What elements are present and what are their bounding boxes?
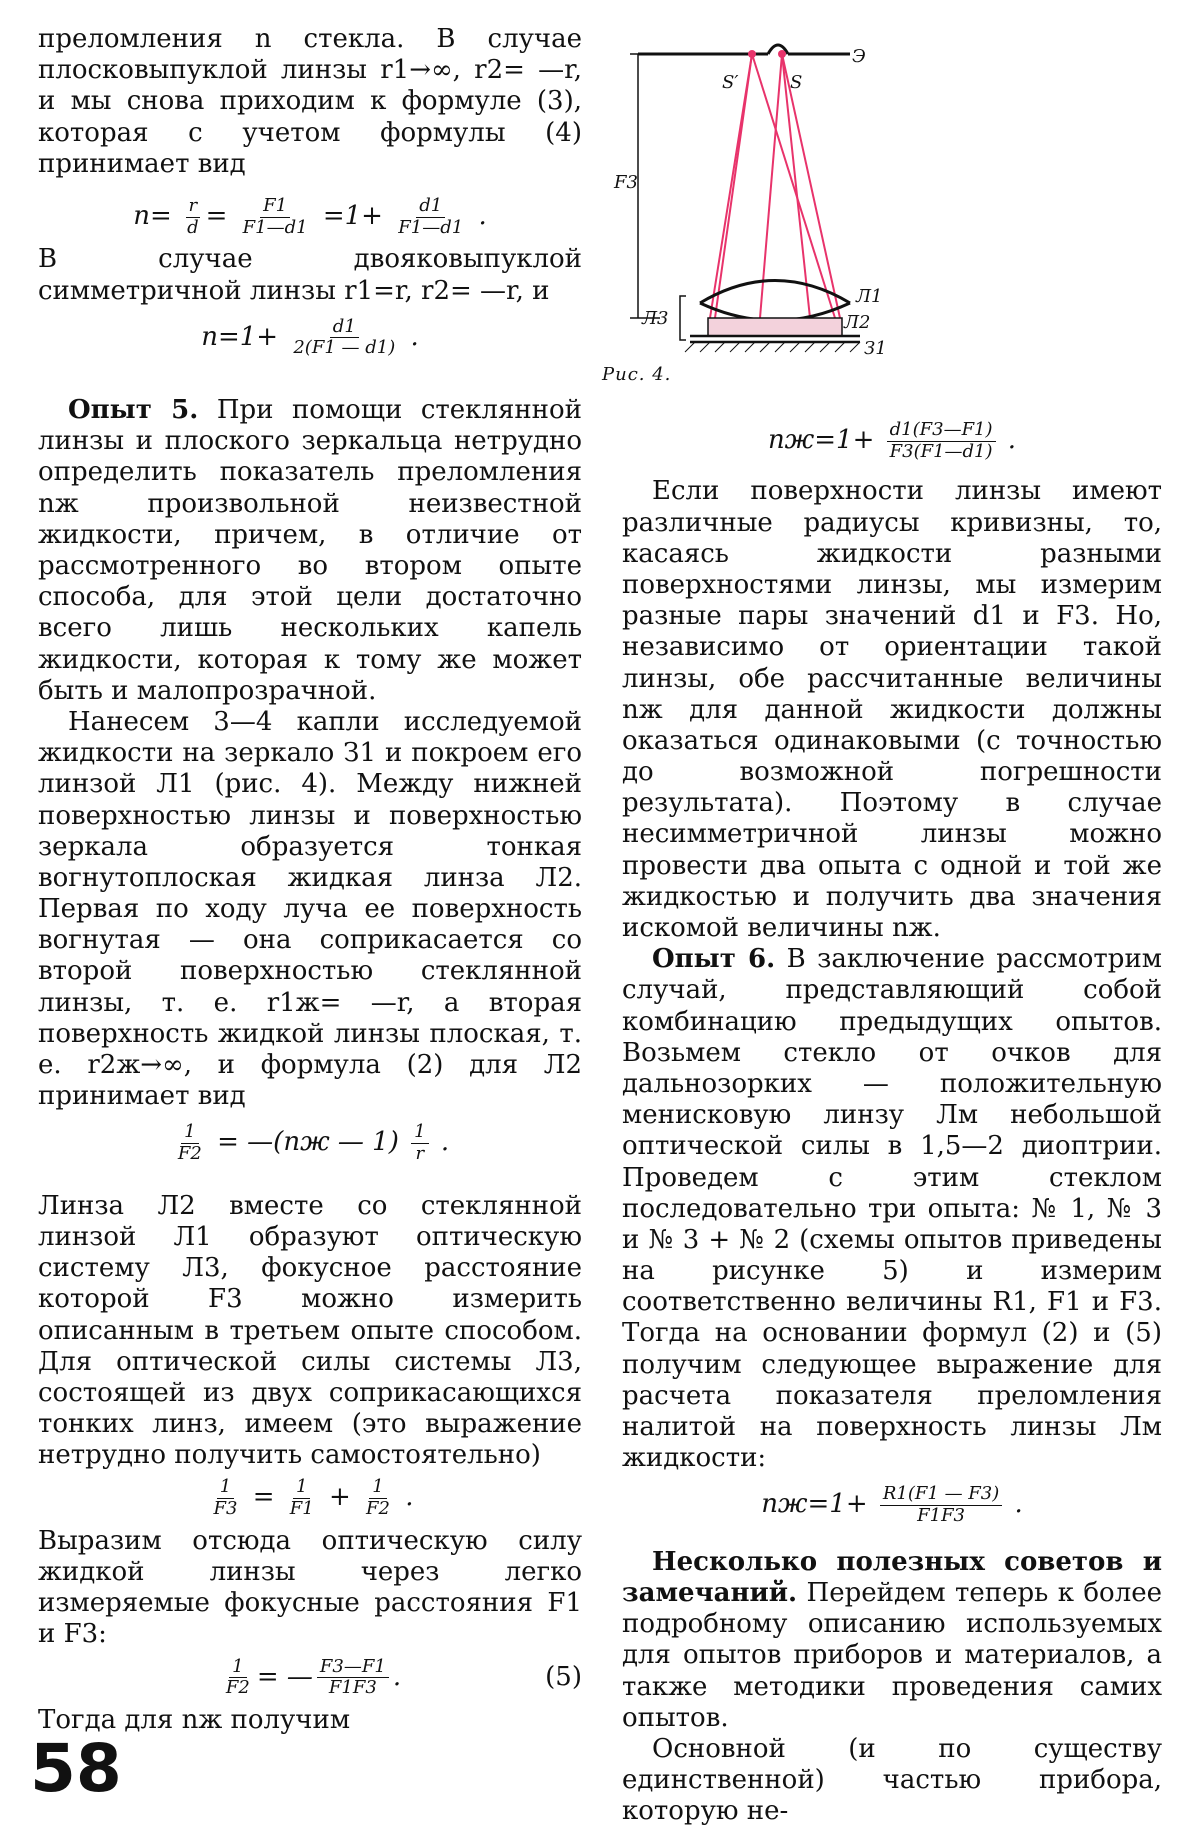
formula-5: $\frac{1}{F2}$ = — $\frac{F3—F1}{F1F3}$ . (5) — [225, 1655, 582, 1699]
page-number: 58 — [30, 1730, 122, 1807]
paragraph-optical-system: Линза Л2 вместе со стеклянной линзой Л1 образуют оптическую систему Л3, фокусное расстояние которой F3 можно измерить описанным в третьем опыте способом. Для оптической силы системы Л3, состоящей из двух соприкасающихся тонких линз, имеем (это выражение нетрудно получить самостоятельно) — [38, 1190, 582, 1471]
mirror-hatching — [685, 342, 860, 352]
formula-n-liquid: nж=1+ $\frac{d1(F3—F1)}{F3(F1—d1)}$ . — [767, 419, 1017, 462]
paragraph-then: Тогда для nж получим — [38, 1704, 351, 1735]
paragraph-experiment-6: Опыт 6. В заключение рассмотрим случай, представляющий собой комбинацию предыдущих опытов. Возьмем стекло от очков для дальнозорких — положительную менисковую линзу Лм небольшой оптической силы в 1,5—2 диоптрии. Проведем с этим стеклом последовательно три опыта: № 1, № 3 и № 3 + № 2 (схемы опытов приведены на рисунке 5) и измерим соответственно величины R1, F1 и F3. Тогда на основании формул (2) и (5) получим следующее выражение для расчета показателя преломления налитой на поверхность линзы Лм жидкости: — [622, 944, 1162, 1474]
right-column — [622, 420, 1162, 1827]
paragraph-tips: Несколько полезных советов и замечаний. Перейдем теперь к более подробному описанию используемых для опытов приборов и материалов, а также методики проведения самих опытов. — [622, 1546, 1162, 1733]
label-l3: Л3 — [642, 308, 669, 329]
paragraph-liquid-drops: Нанесем 3—4 капли исследуемой жидкости на зеркало З1 и покроем его линзой Л1 (рис. 4). Между нижней поверхностью линзы и поверхностью зеркала образуется тонкая вогнутоплоская жидкая линза Л2. Первая по ходу луча ее поверхность вогнутая — она соприкасается со второй поверхностью стеклянной линзы, т. е. r1ж= —r, а вторая поверхность жидкой линзы плоская, т. е. r2ж→∞, и формула (2) для Л2 принимает вид — [38, 706, 582, 1112]
screen — [638, 45, 850, 54]
paragraph-experiment-5: Опыт 5. При помощи стеклянной линзы и плоского зеркальца нетрудно определить показатель преломления nж произвольной неизвестной жидкости, причем, в отличие от рассмотренного во втором опыте способа, для этой цели достаточно всего лишь нескольких капель жидкости, которая к тому же может быть и малопрозрачной. — [38, 395, 582, 706]
bracket-l3 — [680, 296, 686, 340]
formula-n-meniscus: nж=1+ $\frac{R1(F1 — F3)}{F1F3}$ . — [761, 1483, 1023, 1527]
label-z1: З1 — [864, 338, 887, 359]
formula-thin-lens-sum: $\frac{1}{F3}$ = $\frac{1}{F1}$ + $\frac{1}{F2}$ . — [213, 1476, 414, 1520]
formula-n-biconvex: n=1+ $\frac{d1}{2(F1 — d1)}$ . — [201, 315, 419, 359]
label-screen: Э — [852, 46, 866, 67]
paragraph-express-power: Выразим отсюда оптическую силу жидкой линзы через легко измеряемые фокусные расстояния F1 и F3: — [38, 1525, 582, 1650]
paragraph-device: Основной (и по существу единственной) частью прибора, которую не- — [622, 1733, 1162, 1827]
label-f3: F3 — [614, 172, 638, 193]
label-s: S — [790, 72, 803, 93]
formula-n-planoconvex: n= $\frac{r}{d}$ = $\frac{F1}{F1—d1}$ =1+ $\frac{d1}{F1—d1}$ . — [133, 194, 487, 238]
figure-lens-setup — [600, 18, 1020, 388]
formula-f2-liquid-lens: $\frac{1}{F2}$ = —(nж — 1) $\frac{1}{r}$ . — [177, 1121, 450, 1165]
lens-l1 — [700, 281, 850, 321]
equation-number: (5) — [545, 1662, 582, 1693]
label-l1: Л1 — [856, 286, 883, 307]
left-column — [38, 24, 582, 1736]
paragraph-biconvex: В случае двояковыпуклой симметричной линзы r1=r, r2= —r, и — [38, 244, 582, 306]
liquid-lens-l2 — [708, 318, 842, 336]
label-l2: Л2 — [844, 312, 871, 333]
paragraph-curvature: Если поверхности линзы имеют различные радиусы кривизны, то, касаясь жидкости разными поверхностями линзы, мы измерим разные пары значений d1 и F3. Но, независимо от ориентации такой линзы, обе рассчитанные величины nж для данной жидкости должны оказаться одинаковыми (с точностью до возможной погрешности результата). Поэтому в случае несимметричной линзы можно провести два опыта с одной и той же жидкостью и получить два значения искомой величины nж. — [622, 476, 1162, 943]
figure-caption: Рис. 4. — [602, 364, 672, 385]
label-s-prime: S′ — [722, 72, 739, 93]
paragraph-intro: преломления n стекла. В случае плосковыпуклой линзы r1→∞, r2= —r, и мы снова приходим к формуле (3), которая с учетом формулы (4) принимает вид — [38, 24, 582, 179]
light-rays — [710, 54, 840, 318]
mirror-z1 — [690, 336, 860, 342]
